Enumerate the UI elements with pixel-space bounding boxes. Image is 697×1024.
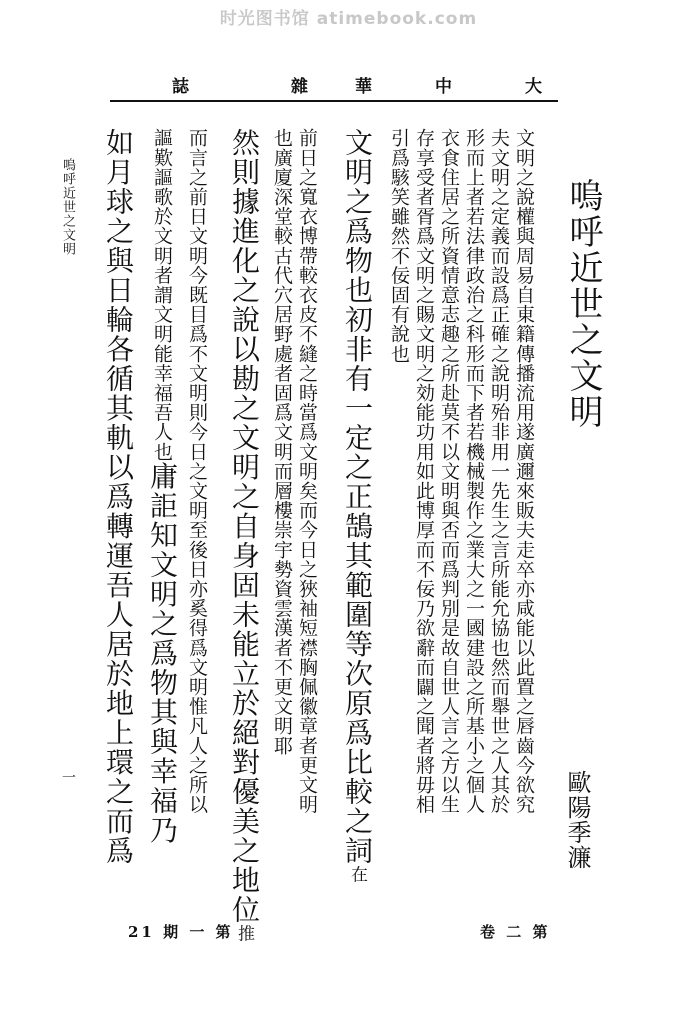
header-char-mid-right: 中 [435,77,452,97]
body-column-1: 文明之說權與周易自東籍傳播流用遂廣邇來販夫走卒亦咸能以此置之唇齒今欲究 [513,128,535,814]
emphasis-column-1 [341,128,374,884]
footer-volume: 卷 二 第 [480,923,551,941]
body-column-9: 而言之前日文明今既目爲不文明則今日之文明至後日亦奚得爲文明惟凡人之所以 [186,128,208,814]
header-char-mid-left: 雜 [291,77,308,97]
article-title: 嗚呼近世之文明 [563,178,603,430]
emphasis-column-2-tail: 推 [234,924,254,943]
emphasis-column-1-tail: 在 [347,865,367,884]
header-rule [110,100,558,102]
body-column-3: 形而上者若法律政治之科形而下者若機械製作之業大之一國建設之所基小之個人 [463,128,485,814]
body-column-6: 引爲駭笑雖然不佞固有說也 [388,128,410,364]
emphasis-column-2-main: 然則據進化之說以勘之文明之自身固未能立於絕對優美之地位 [228,128,261,925]
mixed-column-big: 庸詎知文明之爲物其與幸福乃 [146,461,179,845]
side-running-title: 嗚呼近世之文明 [60,158,75,256]
body-column-2: 夫文明之定義而設爲正確之說明殆非用一先生之言所能允協也然而舉世之人其於 [488,128,510,814]
body-column-7: 前日之寬衣博帶較衣皮不縫之時當爲文明矣而今日之狹袖短襟胸佩徽章者更文明 [296,128,318,814]
emphasis-column-1-main: 文明之爲物也初非有一定之正鵠其範圍等次原爲比較之詞 [341,128,374,866]
footer-issue: 21 期 一 第 [128,923,234,941]
body-column-5: 存享受者胥爲文明之賜文明之効能功用如此博厚而不佞乃欲辭而闢之聞者將毋相 [413,128,435,814]
header-char-mid: 華 [355,77,372,97]
header-char-left: 誌 [172,77,189,97]
article-author: 歐陽季濂 [563,770,591,870]
watermark: 时光图书馆 atimebook.com [219,9,478,29]
header-char-right: 大 [525,77,542,97]
emphasis-column-2 [228,128,261,943]
emphasis-column-4: 如月球之與日輪各循其軌以爲轉運吾人居於地上環之而爲 [102,128,135,866]
side-mark: 一 [60,770,76,784]
mixed-column [146,128,179,845]
mixed-column-small: 謳歎謳歌於文明者謂文明能幸福吾人也 [151,128,173,462]
body-column-4: 衣食住居之所資情意志趣之所赴莫不以文明與否而爲判別是故自世人言之方以生 [438,128,460,814]
body-column-8: 也廣廈深堂較古代穴居野處者固爲文明而層樓崇宇勢資雲漢者不更文明耶 [271,128,293,756]
